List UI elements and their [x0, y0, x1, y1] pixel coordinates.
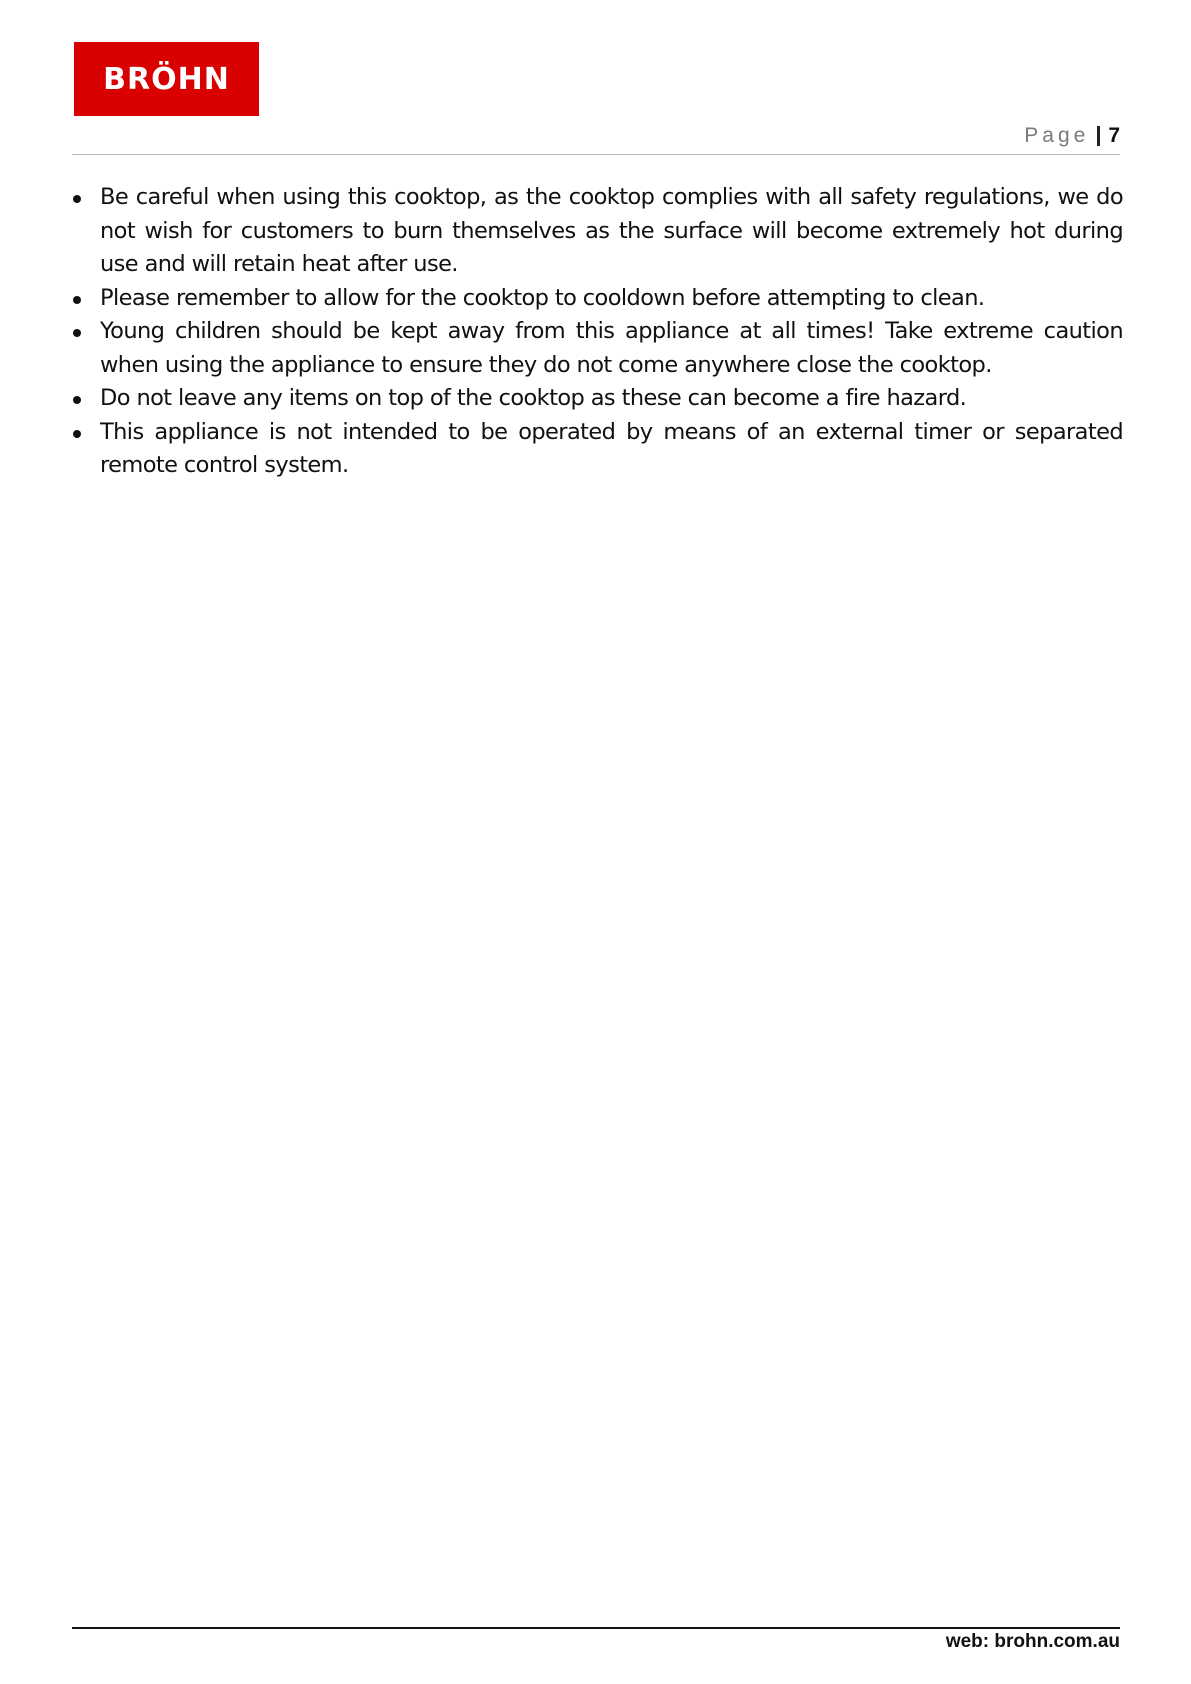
list-item: This appliance is not intended to be operated by means of an external timer or separated remote control system.	[70, 416, 1123, 483]
list-item: Do not leave any items on top of the cooktop as these can become a fire hazard.	[70, 382, 1123, 416]
header-divider	[72, 154, 1120, 155]
footer-web-address: web: brohn.com.au	[945, 1631, 1120, 1652]
page-separator	[1097, 126, 1100, 146]
list-item: Be careful when using this cooktop, as the cooktop complies with all safety regulations, we do not wish for customers to burn themselves as the surface will become extremely hot during use and will retain heat after use.	[70, 181, 1123, 282]
brohn-logo	[74, 42, 259, 116]
page-number	[1024, 124, 1120, 148]
list-item: Young children should be kept away from this appliance at all times! Take extreme caution when using the appliance to ensure they do not come anywhere close the cooktop.	[70, 315, 1123, 382]
logo-text: BRÖHN	[103, 61, 230, 97]
list-item: Please remember to allow for the cooktop to cooldown before attempting to clean.	[70, 282, 1123, 316]
page-number-value: 7	[1108, 124, 1120, 147]
safety-bullet-list	[70, 181, 1123, 483]
page-label: Page	[1024, 124, 1090, 147]
footer-divider	[72, 1627, 1120, 1629]
